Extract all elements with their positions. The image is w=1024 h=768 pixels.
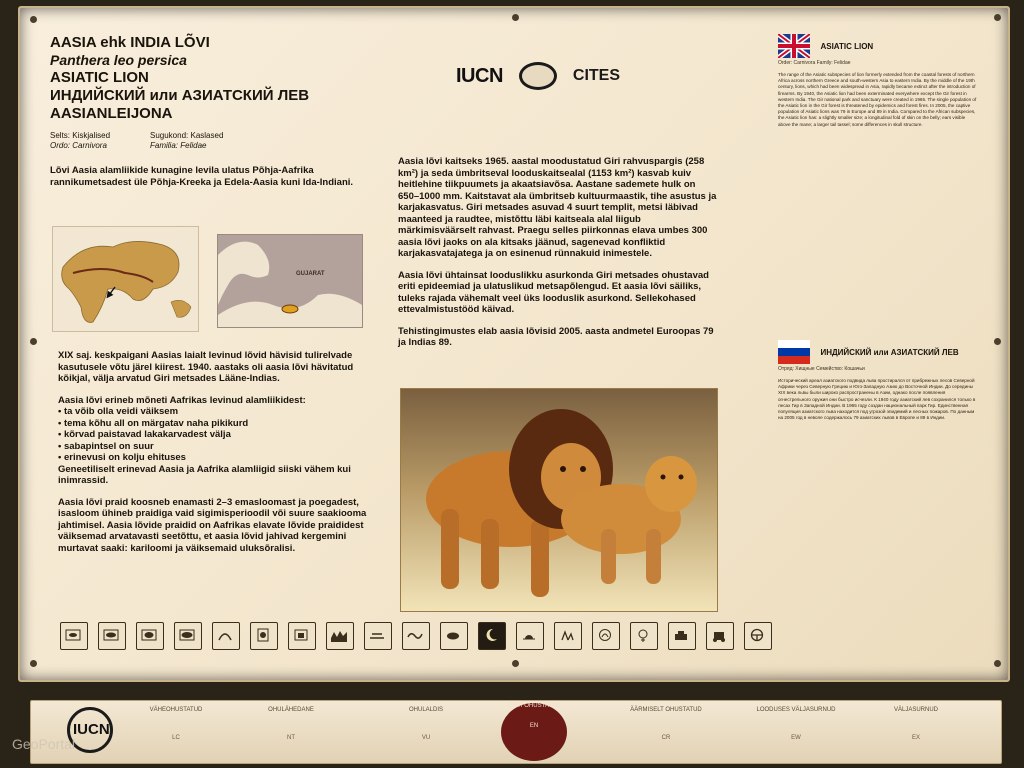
pictogram-icon bbox=[554, 622, 582, 650]
left-paragraph: Aasia lõvi erineb mõneti Aafrikas levinud alamliikidest: bbox=[58, 394, 306, 406]
bullet-item: • ta võib olla veidi väiksem bbox=[58, 406, 179, 417]
english-text: The range of the Asiatic subspecies of lion formerly extended from the coastal forests of northern Africa across northern Greece and south-western Asia to eastern India. By the middle of the 19th century, lions, which had been widespread in Asia, rapidly became extinct after the introduction of firearms. By 1940, the Asiatic lion had been exterminated everywhere except the Gir forest in western India. The Gir national park and sanctuary were created in 1965. The single population of the Asiatic lion in the Gir forest is threatened by epidemics and forest fires. In 2005, the captive population of Asiatic lions was 79 in Europe and 89 in India. Compared to the African subspecies, the Asiatic lion has: a slightly smaller size; a longitudinal fold of skin on the belly; ears visible above the mane; a larger tail tassel; some differences in skull structure. bbox=[778, 72, 977, 127]
middle-column bbox=[398, 156, 718, 349]
sun-icon bbox=[516, 622, 544, 650]
bullet-item: • tema kõhu all on märgatav naha pikikurd bbox=[58, 417, 249, 429]
screw bbox=[30, 338, 37, 345]
lion-illustration bbox=[400, 388, 718, 612]
world-range-map bbox=[52, 226, 199, 332]
bullet-item: • erinevusi on kolju ehituses bbox=[58, 452, 186, 463]
taxonomy-selts: Selts: Kiskjalised bbox=[50, 131, 111, 140]
title-english: ASIATIC LION bbox=[50, 69, 149, 86]
pictogram-icon bbox=[364, 622, 392, 650]
pictogram-icon bbox=[668, 622, 696, 650]
screw bbox=[994, 14, 1001, 21]
screw bbox=[994, 660, 1001, 667]
english-meta: Order: Carnivora Family: Felidae bbox=[778, 60, 851, 66]
strip-iucn-logo: IUCN bbox=[73, 721, 110, 738]
screw bbox=[512, 660, 519, 667]
left-column bbox=[50, 34, 370, 188]
pictogram-icon bbox=[706, 622, 734, 650]
left-paragraph: XIX saj. keskpaigani Aasias laialt levinud lõvid hävisid tulirelvade kasutusele võtu järel kiirest. 1940. aastaks oli aasia lõvi hävitatud kõikjal, välja arvatud Giri metsades Lääne-Indias. bbox=[58, 350, 354, 384]
taxonomy-block bbox=[50, 131, 370, 151]
pictogram-icon bbox=[402, 622, 430, 650]
logos-row bbox=[456, 62, 620, 90]
status-category-vu: OHULALDIS VU bbox=[408, 707, 443, 741]
bullet-item: • kõrvad paistavad lakakarvadest välja bbox=[58, 429, 231, 440]
bullet-item: • sabapintsel on suur bbox=[58, 440, 154, 452]
russian-label: ИНДИЙСКИЙ или АЗИАТСКИЙ ЛЕВ bbox=[820, 347, 959, 357]
pictogram-icon bbox=[250, 622, 278, 650]
title-latin: Panthera leo persica bbox=[50, 52, 187, 68]
status-category-lc: VÄHEOHUSTATUD LC bbox=[149, 707, 203, 741]
mid-paragraph: Aasia lõvi kaitseks 1965. aastal moodustatud Giri rahvuspargis (258 km²) ja seda ümbritseval looduskaitsealal (1153 km²) kasvab kuiv heitlehine tiikpuumets ja akaatsiavõsa. Aastane sademete hulk on 650–1000 mm. Kaitstavat ala ümbritseb kultuurmaastik, tihe asustus ja karjakasvatus. Giri metsades asuvad 4 suurt templit, metsi läbivad maanteed ja raudtee, mistõttu läbi kaitseala alal liigub märkimisväärselt rahvast. Praegu selles piirkonnas elava umbes 300 aasia lõvi jaoks on ala kitsaks jäänud, sagenevad konfliktid karjakasvatajatega ja on esinenud rünnakuid inimestele. bbox=[398, 156, 717, 259]
right-column bbox=[778, 34, 978, 640]
title-russian: ИНДИЙСКИЙ или АЗИАТСКИЙ ЛЕВ bbox=[50, 87, 310, 104]
status-category-en: ERITI OHUSTATUD EN bbox=[501, 703, 567, 761]
map-label-gujarat: GUJARAT bbox=[296, 271, 325, 277]
russian-text: Исторический ареал азиатского подвида льва простирался от прибрежных лесов Северной Африки через Северную Грецию и Юго-Западную Азию до Восточной Индии. До середины XIX века львы были широко распространены в Азии, однако после появления огнестрельного оружия они быстро исчезли. К 1940 году азиатский лев сохранился только в лесах Гир в Западной Индии. В 1965 году создан национальный парк Гир. Единственная популяция азиатского льва находится под угрозой эпидемий и лесных пожаров. По данным на 2005 год в неволе содержалось 79 азиатских львов в Европе и 89 в Индии. bbox=[778, 378, 976, 421]
pictogram-icon bbox=[288, 622, 316, 650]
mid-paragraph: Tehistingimustes elab aasia lõvisid 2005. aasta andmetel Euroopas 79 ja Indias 89. bbox=[398, 325, 714, 348]
taxonomy-ordo: Ordo: Carnivora bbox=[50, 141, 107, 150]
uk-flag-icon bbox=[778, 34, 810, 58]
moon-icon bbox=[478, 622, 506, 650]
title-estonian: AASIA ehk INDIA LÕVI bbox=[50, 34, 210, 51]
left-lower-text bbox=[58, 350, 368, 554]
status-category-nt: OHULÄHEDANE NT bbox=[268, 707, 314, 741]
gujarat-detail-map bbox=[217, 234, 363, 328]
pictogram-icon bbox=[174, 622, 202, 650]
mid-paragraph: Aasia lõvi ühtainsat looduslikku asurkonda Giri metsades ohustavad eriti epideemiad ja ulatuslikud metsapõlengud. Et aasia lõvi säiliks, tuleks rajada vähemalt veel üks looduslik asurkond. Sellekohased ettevalmistustööd käivad. bbox=[398, 269, 709, 315]
screw bbox=[30, 16, 37, 23]
pictogram-icon bbox=[440, 622, 468, 650]
pictogram-icon bbox=[98, 622, 126, 650]
status-category-ew: LOODUSES VÄLJASURNUD EW bbox=[756, 707, 836, 741]
russian-section bbox=[778, 340, 978, 640]
status-category-ex: VÄLJASURNUD EX bbox=[893, 707, 938, 741]
pictogram-icon bbox=[326, 622, 354, 650]
status-category-cr: ÄÄRMISELT OHUSTATUD CR bbox=[630, 707, 702, 741]
watermark-text: GeoPortal bbox=[12, 736, 76, 752]
russia-flag-icon bbox=[778, 340, 810, 364]
iucn-logo: IUCN bbox=[456, 64, 503, 87]
left-paragraph: Aasia lõvi praid koosneb enamasti 2–3 emasloomast ja poegadest, isasloom ühineb praidiga vaid sigimisperioodil või suure saakiooma jahtimisel. Aasia lõvide praidid on Aafrikas elavate lõvide praididest väiksemad arvatavasti seetõttu, et aasia lõvid jahivad kergemini murtavat saaki: kariloomi ja väiksemaid uluksõralisi. bbox=[58, 496, 367, 554]
pictogram-icon bbox=[592, 622, 620, 650]
pictogram-icon bbox=[60, 622, 88, 650]
taxonomy-familia: Familia: Felidae bbox=[150, 141, 207, 150]
english-label: ASIATIC LION bbox=[820, 41, 874, 51]
pictogram-icon bbox=[136, 622, 164, 650]
screw bbox=[30, 660, 37, 667]
pictogram-icon bbox=[212, 622, 240, 650]
pictogram-icon bbox=[744, 622, 772, 650]
english-section bbox=[778, 34, 978, 322]
iucn-status-strip bbox=[30, 700, 1002, 764]
cites-logo: CITES bbox=[572, 67, 621, 84]
screw bbox=[512, 14, 519, 21]
left-paragraph: Geneetiliselt erinevad Aasia ja Aafrika alamliigid siiski vähem kui inimrassid. bbox=[58, 463, 351, 486]
screw bbox=[994, 338, 1001, 345]
zoo-logo-icon bbox=[519, 62, 557, 90]
title-finnish: AASIANLEIJONA bbox=[50, 105, 173, 122]
range-maps bbox=[52, 226, 362, 330]
pictogram-icon bbox=[630, 622, 658, 650]
pictogram-row bbox=[60, 622, 772, 650]
russian-meta: Отряд: Хищные Семейство: Кошачьи bbox=[778, 366, 865, 372]
intro-text: Lõvi Aasia alamliikide kunagine levila ulatus Põhja-Aafrika rannikumetsadest üle Põhja-Kreeka ja Edela-Aasia kuni Ida-Indiani. bbox=[50, 165, 354, 188]
taxonomy-sugukond: Sugukond: Kaslased bbox=[150, 131, 224, 140]
